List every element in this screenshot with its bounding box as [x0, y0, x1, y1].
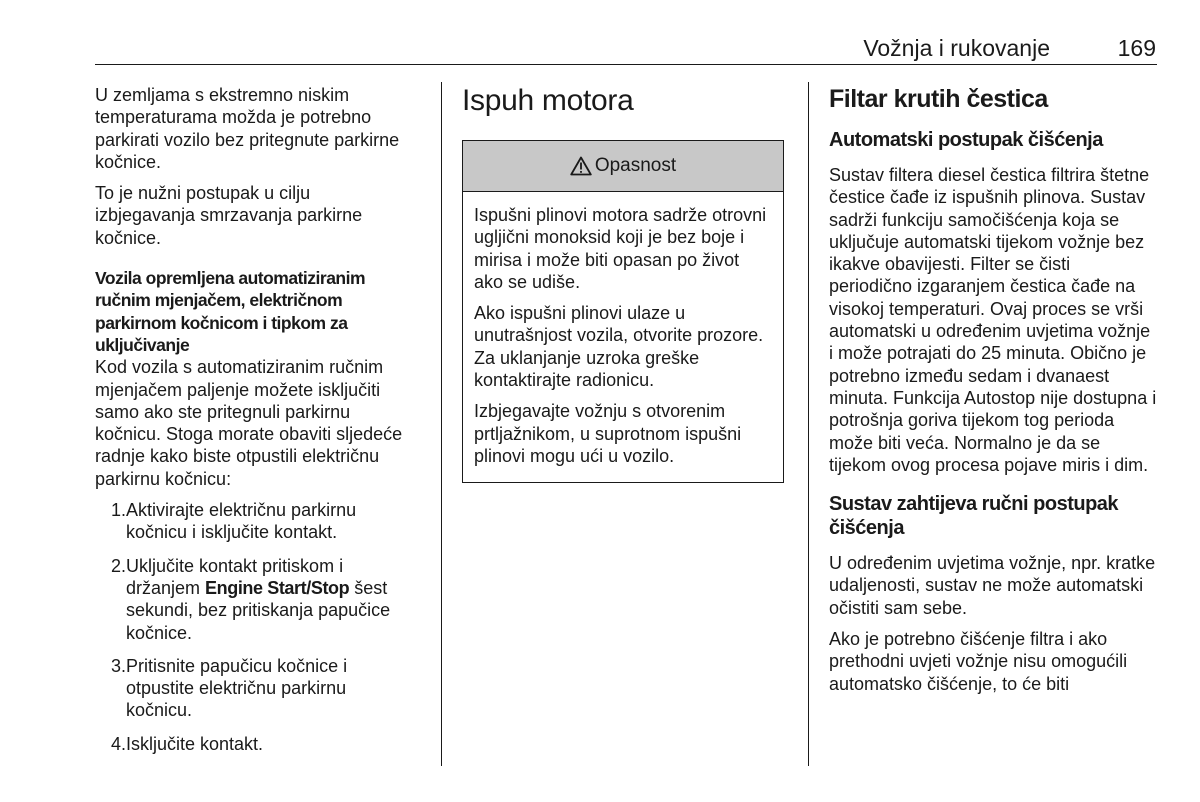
- warning-label: Opasnost: [594, 154, 677, 176]
- steps-list: [95, 499, 413, 755]
- paragraph: U zemljama s ekstremno niskim temperaturama možda je potrebno parkirati vozilo bez pritegnute parkirne kočnice.: [95, 85, 400, 172]
- column-right: [829, 84, 1157, 704]
- step-text-pre: Uključite kontakt pritiskom i držanjem: [126, 555, 344, 598]
- paragraph: U određenim uvjetima vožnje, npr. kratke udaljenosti, sustav ne može automatski očistiti sam sebe.: [829, 553, 1156, 618]
- running-header-title: Vožnja i rukovanje: [863, 35, 1050, 61]
- list-item: [95, 555, 413, 644]
- engine-start-stop-label: Engine Start/Stop: [205, 577, 350, 598]
- paragraph: Sustav filtera diesel čestica filtrira štetne čestice čađe iz ispušnih plinova. Sustav sadrži funkciju samočišćenja koja se uključuje automatski tijekom vožnje bez ikakve obavijesti. Filter se čisti periodično izgaranjem čestica čađe na visokoj temperaturi. Ovaj proces se vrši automatski u određenim uvjetima vožnje i može potrajati do 25 minuta. Obično je potrebno između sedam i dvanaest minuta. Funkcija Autostop nije dostupna i potrošnja goriva tijekom tog perioda može biti veća. Normalno je da se tijekom ovog procesa pojave miris i dim.: [829, 165, 1157, 475]
- warning-paragraph: Izbjegavajte vožnju s otvorenim prtljažnikom, u suprotnom ispušni plinovi mogu ući u vozilo.: [474, 401, 742, 466]
- column-divider: [441, 82, 442, 766]
- list-item: [95, 499, 413, 544]
- step-text-post: šest sekundi, bez pritiskanja papučice kočnice.: [126, 577, 391, 643]
- warning-box: [462, 140, 784, 483]
- step-text: Isključite kontakt.: [126, 733, 264, 754]
- list-item: [95, 733, 413, 755]
- subheading: Sustav zahtijeva ručni postupak čišćenja: [829, 493, 1119, 540]
- paragraph: Kod vozila s automatiziranim ručnim mjenjačem paljenje možete isključiti samo ako ste pritegnuli parkirnu kočnicu. Stoga morate obaviti sljedeće radnje kako biste otpustili električnu parkirnu kočnicu:: [95, 357, 403, 489]
- page-number: 169: [1117, 35, 1156, 61]
- column-middle: [462, 84, 784, 483]
- warning-body: [463, 192, 783, 482]
- column-left: [95, 84, 413, 766]
- step-text: Aktivirajte električnu parkirnu kočnicu i isključite kontakt.: [126, 500, 357, 543]
- column-divider: [808, 82, 809, 766]
- step-number: 4.: [110, 733, 126, 754]
- list-item: [95, 655, 413, 722]
- step-text: Pritisnite papučicu kočnice i otpustite električnu parkirnu kočnicu.: [126, 655, 348, 721]
- step-number: 3.: [110, 655, 126, 676]
- paragraph: Ako je potrebno čišćenje filtra i ako prethodni uvjeti vožnje nisu omogućili automatsko čišćenje, to će biti: [829, 629, 1128, 694]
- subheading: Vozila opremljena automatiziranim ručnim mjenjačem, električnom parkirnom kočnicom i tipkom za uključivanje: [95, 268, 366, 355]
- warning-paragraph: Ako ispušni plinovi ulaze u unutrašnjost vozila, otvorite prozore. Za uklanjanje uzroka greške kontaktirajte radionicu.: [474, 303, 764, 391]
- warning-triangle-icon: [570, 156, 592, 176]
- section-title: Filtar krutih čestica: [829, 85, 1048, 113]
- step-number: 1.: [110, 500, 126, 521]
- paragraph: To je nužni postupak u cilju izbjegavanja smrzavanja parkirne kočnice.: [95, 183, 363, 248]
- section-title: Ispuh motora: [462, 84, 634, 117]
- step-number: 2.: [110, 555, 126, 576]
- warning-paragraph: Ispušni plinovi motora sadrže otrovni ugljični monoksid koji je bez boje i mirisa i može biti opasan po život ako se udiše.: [474, 205, 767, 292]
- warning-header: [463, 141, 783, 192]
- header-rule: [95, 64, 1157, 65]
- subheading: Automatski postupak čišćenja: [829, 129, 1103, 151]
- step-text: [126, 555, 413, 644]
